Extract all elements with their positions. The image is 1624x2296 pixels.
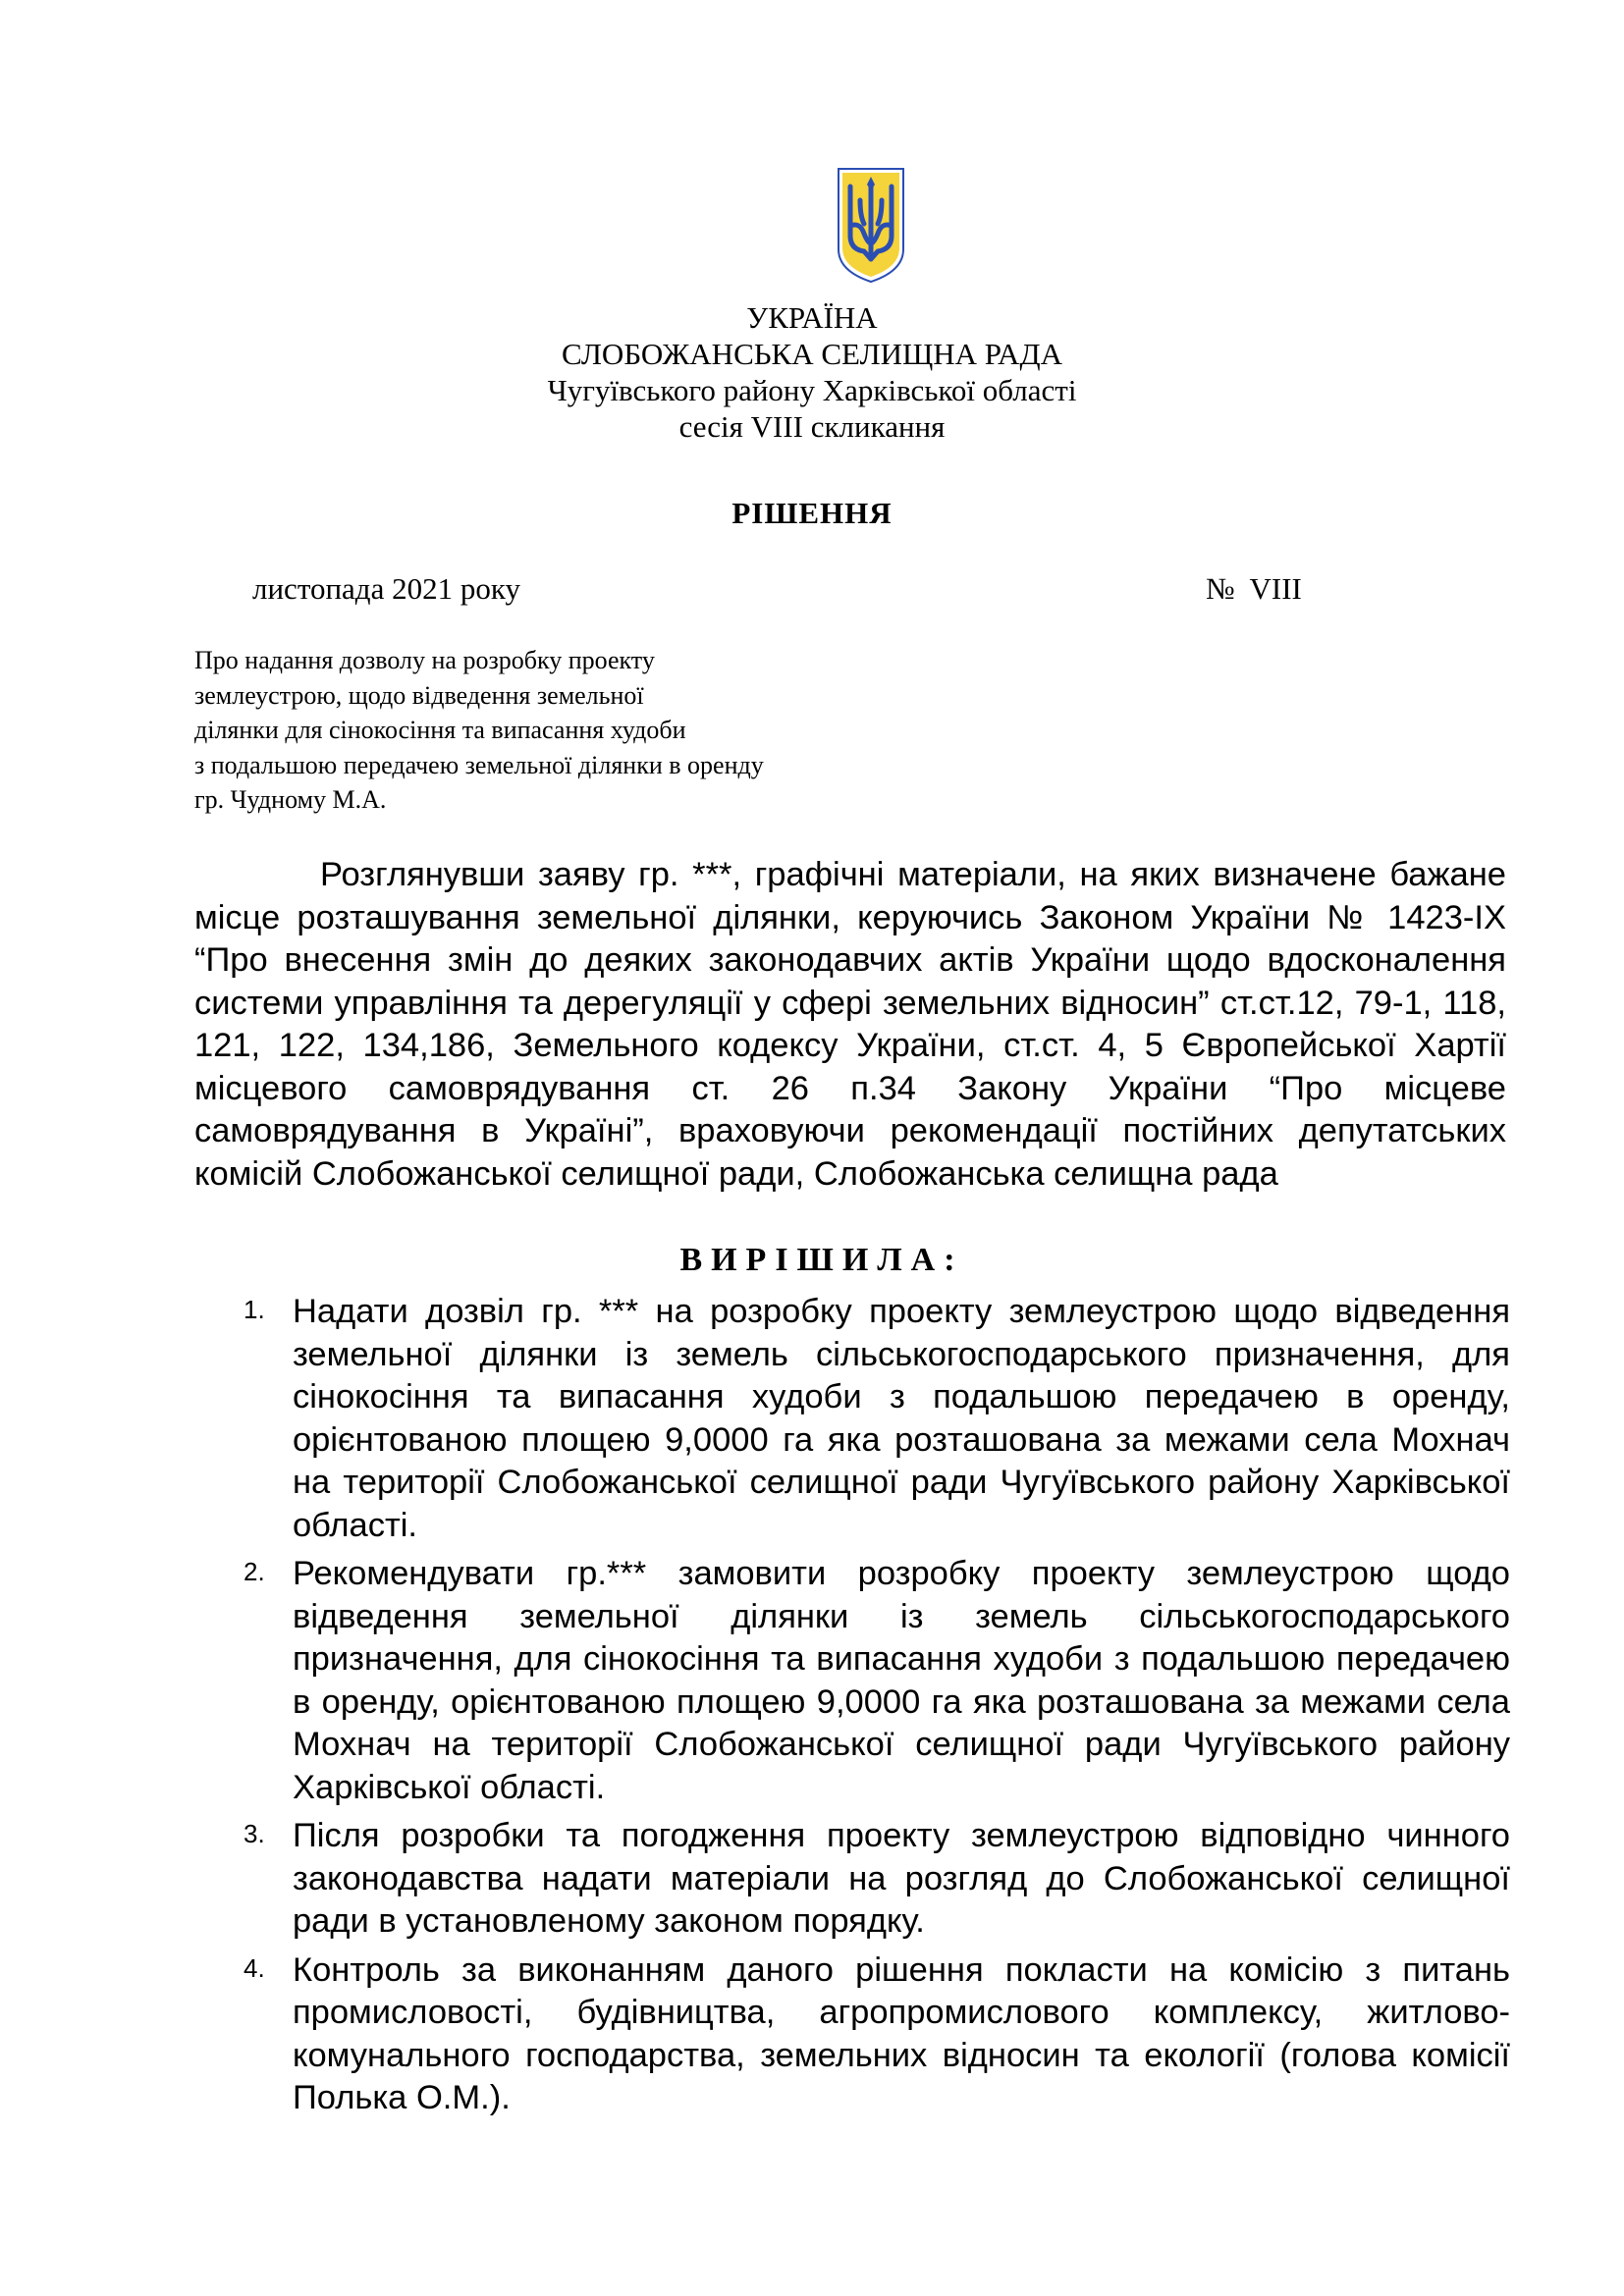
item-number: 4. (244, 1952, 265, 1983)
subject-line: гр. Чудному М.А. (194, 785, 387, 814)
council-name: СЛОБОЖАНСЬКА СЕЛИЩНА РАДА (562, 337, 1062, 371)
subject-line: ділянки для сінокосіння та випасання худоби (194, 716, 686, 744)
preamble-paragraph: Розглянувши заяву гр. ***, графічні матеріали, на яких визначене бажане місце розташування земельної ділянки, керуючись Законом України № 1423-IX “Про внесення змін до деяких законодавчих актів України щодо вдосконалення системи управління та дерегуляції у сфері земельних відносин” ст.ст.12, 79-1, 118, 121, 122, 134,186, Земельного кодексу України, ст.ст. 4, 5 Європейської Хартії місцевого самоврядування ст. 26 п.34 Закону України “Про місцеве самоврядування в Україні”, враховуючи рекомендації постійних депутатських комісій Слобожанської селищної ради, Слобожанська селищна рада (194, 856, 1506, 1193)
list-item (244, 1949, 1510, 2120)
subject-line: землеустрою, щодо відведення земельної (194, 680, 644, 710)
list-item (244, 1291, 1510, 1547)
document-header (0, 299, 1624, 445)
decision-number: № VIII (1206, 571, 1302, 606)
decision-subject (194, 643, 764, 818)
country-name: УКРАЇНА (746, 300, 878, 335)
region-name: Чугуївського району Харківської області (547, 373, 1077, 407)
item-number: 3. (244, 1819, 265, 1848)
item-text: Після розробки та погодження проекту землеустрою відповідно чинного законодавства надати матеріали на розгляд до Слобожанської селищної ради в установленому законом порядку. (293, 1817, 1510, 1940)
resolved-heading: ВИРІШИЛА: (679, 1242, 964, 1278)
subject-line: Про надання дозволу на розробку проекту (194, 646, 655, 674)
item-text: Надати дозвіл гр. *** на розробку проекту землеустрою щодо відведення земельної ділянки із земель сільськогосподарського призначення, для сінокосіння та випасання худоби з подальшою передачею в оренду, орієнтованою площею 9,0000 га яка розташована за межами села Мохнач на території Слобожанської селищної ради Чугуївського району Харківської області. (293, 1293, 1510, 1544)
item-number: 1. (244, 1295, 265, 1324)
subject-line: з подальшою передачею земельної ділянки в оренду (194, 750, 764, 779)
resolution-list (244, 1291, 1510, 2126)
trident-icon (835, 165, 907, 286)
decision-title: РІШЕННЯ (731, 496, 893, 530)
decision-date: листопада 2021 року (252, 571, 520, 606)
list-item (244, 1815, 1510, 1944)
item-text: Рекомендувати гр.*** замовити розробку проекту землеустрою щодо відведення земельної ділянки із земель сільськогосподарського призначення, для сінокосіння та випасання худоби з подальшою передачею в оренду, орієнтованою площею 9,0000 га яка розташована за межами села Мохнач на території Слобожанської селищної ради Чугуївського району Харківської області. (293, 1555, 1510, 1806)
list-item (244, 1553, 1510, 1809)
item-number: 2. (244, 1557, 265, 1586)
item-text: Контроль за виконанням даного рішення покласти на комісію з питань промисловості, будівництва, агропромислового комплексу, житлово-комунального господарства, земельних відносин та екології (голова комісії Полька О.М.). (293, 1950, 1510, 2116)
session-name: сесія VIII скликання (678, 409, 946, 444)
